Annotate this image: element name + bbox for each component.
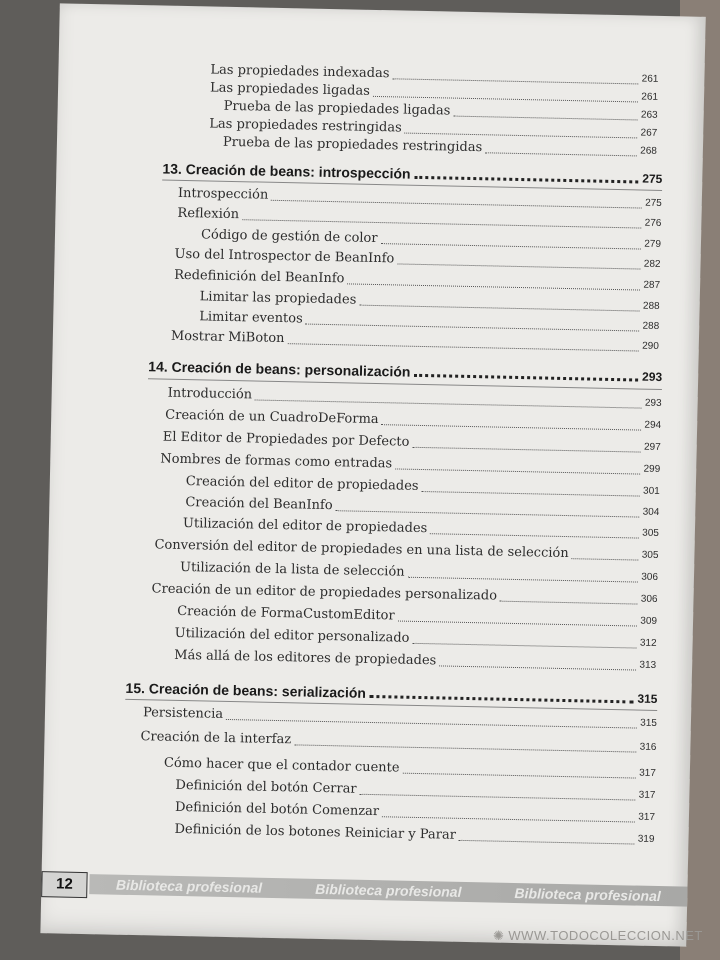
- toc-entry-title: Cómo hacer que el contador cuente: [163, 755, 400, 776]
- site-watermark: [493, 928, 703, 944]
- footer-banner: [89, 874, 687, 907]
- watermark-text: WWW.TODOCOLECCION.NET: [508, 928, 703, 943]
- toc-entry-title: Utilización del editor personalizado: [174, 625, 410, 646]
- chapter-title: 15. Creación de beans: serialización: [125, 679, 367, 701]
- toc-entry-title: Código de gestión de color: [200, 227, 378, 247]
- toc-entry-title: Más allá de los editores de propiedades: [174, 647, 437, 669]
- toc-entry-page: 297: [643, 441, 661, 453]
- toc-entry-title: Prueba de las propiedades restringidas: [222, 134, 483, 156]
- toc-entry-title: Prueba de las propiedades ligadas: [223, 98, 451, 119]
- toc-entry-page: 288: [642, 300, 660, 312]
- toc-entry-page: 275: [645, 197, 662, 209]
- toc-entry-title: Reflexión: [177, 205, 240, 223]
- toc-entry: [154, 537, 658, 564]
- toc-entry-page: 279: [644, 238, 662, 250]
- toc-entry: [175, 800, 655, 826]
- toc-entry-title: Creación de un CuadroDeForma: [165, 407, 379, 428]
- toc-entry-page: 309: [640, 615, 658, 627]
- toc-entry-title: Definición de los botones Reiniciar y Parar: [174, 821, 457, 843]
- toc-entry: [174, 648, 656, 674]
- toc-entry-page: 317: [638, 811, 656, 823]
- toc-entry: [183, 516, 659, 542]
- toc-entry-title: Las propiedades restringidas: [209, 116, 402, 136]
- toc-entry-title: Mostrar MiBoton: [170, 328, 285, 347]
- toc-entry-page: 319: [637, 833, 655, 845]
- toc-entry-page: 267: [640, 127, 658, 139]
- toc-entry-title: Persistencia: [142, 705, 224, 722]
- footer-label: Biblioteca profesional: [115, 876, 263, 896]
- toc-entry: [164, 756, 656, 782]
- toc-entry-page: 294: [644, 419, 662, 432]
- toc-entry-page: 315: [640, 717, 658, 729]
- toc-entry-title: Creación del editor de propiedades: [185, 474, 419, 494]
- toc-entry-title: El Editor de Propiedades por Defecto: [162, 429, 410, 450]
- toc-entry-page: 290: [642, 340, 659, 352]
- toc-entry: [140, 729, 656, 756]
- toc-entry-title: Introducción: [167, 385, 253, 403]
- toc-entry-title: Limitar las propiedades: [199, 289, 357, 308]
- footer-label: Biblioteca profesional: [514, 885, 661, 905]
- chapter-page: 275: [642, 171, 663, 186]
- toc-entry: [175, 626, 657, 652]
- toc-entry: [175, 778, 655, 804]
- toc-entry-title: Introspección: [177, 185, 269, 203]
- toc-entry-title: Creación de FormaCustomEditor: [176, 603, 395, 624]
- toc-entry-page: 287: [643, 279, 661, 291]
- toc-entry-page: 282: [643, 258, 661, 270]
- toc-entry-page: 261: [641, 73, 659, 85]
- toc-entry-title: Creación de la interfaz: [140, 729, 292, 748]
- toc-entry: [168, 386, 662, 412]
- toc-entry-page: 301: [642, 485, 660, 497]
- toc-entry-page: 268: [640, 145, 658, 157]
- toc-entry-page: 317: [639, 767, 656, 779]
- toc-entry-page: 276: [644, 217, 662, 229]
- toc-entry-title: Utilización del editor de propiedades: [182, 516, 428, 537]
- toc-entry-page: 293: [644, 397, 662, 410]
- table-of-contents: [40, 3, 705, 946]
- chapter-page: 315: [637, 691, 658, 706]
- toc-entry-page: 312: [639, 637, 657, 649]
- toc-entry-title: Limitar eventos: [199, 309, 303, 327]
- toc-entry-page: 306: [641, 571, 659, 583]
- toc-entry-page: 263: [640, 109, 658, 121]
- toc-entry-title: Creación del BeanInfo: [185, 495, 333, 514]
- toc-entry-page: 316: [639, 741, 657, 753]
- toc-entry-title: Definición del botón Cerrar: [175, 777, 357, 797]
- toc-entry-page: 261: [641, 91, 659, 103]
- toc-entry-title: Conversión del editor de propiedades en una lista de selección: [154, 537, 569, 562]
- toc-entry-title: Utilización de la lista de selección: [179, 559, 405, 580]
- toc-entry-title: Las propiedades ligadas: [209, 80, 370, 99]
- toc-entry-page: 317: [638, 789, 656, 801]
- toc-entry: [180, 560, 658, 586]
- page-footer: [41, 871, 687, 909]
- toc-entry-page: 304: [642, 506, 660, 518]
- toc-entry-page: 313: [639, 659, 657, 671]
- chapter-title: 14. Creación de beans: personalización: [148, 358, 411, 380]
- toc-entry-title: Creación de un editor de propiedades personalizado: [151, 581, 498, 604]
- toc-entry: [177, 604, 657, 630]
- toc-entry: [163, 430, 661, 456]
- toc-entry-title: Definición del botón Comenzar: [174, 799, 380, 820]
- toc-entry-page: 305: [641, 549, 659, 561]
- toc-entry: [165, 408, 661, 434]
- toc-entry-page: 306: [640, 593, 658, 605]
- watermark-icon: ✺: [493, 928, 505, 943]
- chapter-title: 13. Creación de beans: introspección: [162, 160, 411, 182]
- chapter-heading: [148, 357, 662, 386]
- toc-entry-page: 305: [642, 527, 660, 539]
- footer-label: Biblioteca profesional: [315, 880, 462, 900]
- toc-entry-page: 299: [643, 463, 661, 475]
- toc-entry-title: Las propiedades indexadas: [210, 62, 390, 82]
- toc-entry-page: 288: [642, 320, 660, 332]
- chapter-page: 293: [641, 369, 663, 385]
- book-page: [40, 3, 705, 946]
- page-number: 12: [41, 871, 88, 898]
- toc-entry-title: Redefinición del BeanInfo: [174, 267, 345, 287]
- chapter-heading: [162, 160, 662, 188]
- toc-entry-title: Nombres de formas como entradas: [160, 451, 393, 472]
- toc-entry-title: Uso del Introspector de BeanInfo: [174, 246, 395, 267]
- toc-entry: [174, 822, 654, 848]
- toc-entry: [160, 452, 660, 478]
